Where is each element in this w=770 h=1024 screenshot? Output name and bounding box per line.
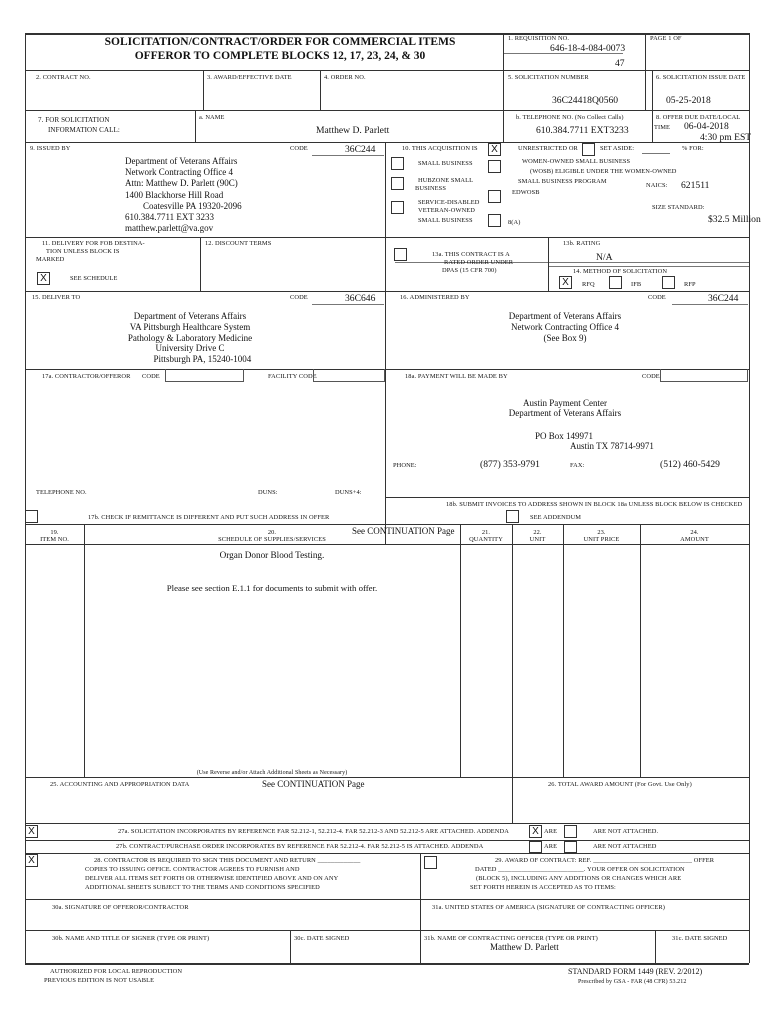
col-item-num: 19.: [50, 529, 59, 536]
size-standard[interactable]: $32.5 Million: [708, 214, 761, 225]
item-title: Organ Donor Blood Testing.: [219, 550, 325, 560]
block29-line3: (BLOCK 5), INCLUDING ANY ADDITIONS OR CHANGES WHICH ARE: [476, 875, 682, 882]
col-amount-num: 24.: [690, 529, 699, 536]
due-date-label: 8. OFFER DUE DATE/LOCAL: [656, 114, 741, 121]
see-schedule-label: SEE SCHEDULE: [70, 275, 118, 282]
col-schedule-label: SCHEDULE OF SUPPLIES/SERVICES: [218, 536, 326, 543]
ifb-checkbox[interactable]: [609, 276, 622, 289]
remittance-label: 17b. CHECK IF REMITTANCE IS DIFFERENT AND PUT SUCH ADDRESS IN OFFER: [88, 514, 330, 521]
award-date-label: 3. AWARD/EFFECTIVE DATE: [207, 74, 292, 81]
edwosb-label: EDWOSB: [512, 189, 540, 196]
issue-date-label: 6. SOLICITATION ISSUE DATE: [656, 74, 746, 81]
sdvosb-label-3: SMALL BUSINESS: [418, 217, 473, 224]
offeror-signature-label: 30a. SIGNATURE OF OFFEROR/CONTRACTOR: [52, 904, 189, 911]
block29-line4: SET FORTH HEREIN IS ACCEPTED AS TO ITEMS:: [470, 884, 616, 891]
payment-address-3: PO Box 149971: [535, 431, 594, 441]
addenda-are-not-label: ARE NOT ATTACHED.: [593, 828, 659, 835]
offeror-date-label: 30c. DATE SIGNED: [294, 935, 350, 942]
offeror-signature-field[interactable]: [26, 912, 419, 928]
rated-order-label-2: RATED ORDER UNDER: [444, 259, 514, 266]
col-schedule-num: 20.: [267, 529, 277, 536]
solicitation-number[interactable]: 36C24418Q0560: [552, 95, 619, 106]
due-time[interactable]: 4:30 pm EST: [700, 132, 752, 143]
telephone-number[interactable]: 610.384.7711 EXT3233: [536, 125, 629, 136]
due-date[interactable]: 06-04-2018: [684, 121, 729, 132]
col-amount-label: AMOUNT: [680, 536, 709, 543]
percent-for-label: % FOR:: [682, 145, 704, 152]
duns4-label: DUNS+4:: [335, 489, 362, 496]
rated-order-checkbox[interactable]: [394, 248, 407, 261]
discount-terms-label: 12. DISCOUNT TERMS: [205, 240, 272, 247]
payment-by-label: 18a. PAYMENT WILL BE MADE BY: [405, 373, 508, 380]
payment-code-label: CODE: [642, 373, 660, 380]
officer-signature-label: 31a. UNITED STATES OF AMERICA (SIGNATURE OF CONTRACTING OFFICER): [432, 904, 665, 911]
submit-invoices-label: 18b. SUBMIT INVOICES TO ADDRESS SHOWN IN BLOCK 18a UNLESS BLOCK BELOW IS CHECKED: [446, 501, 743, 508]
col-unit-label: UNIT: [529, 536, 546, 543]
wosb-label-1: WOMEN-OWNED SMALL BUSINESS: [522, 158, 631, 165]
issued-by-label: 9. ISSUED BY: [30, 145, 71, 152]
payment-address-4: Austin TX 78714-9971: [570, 441, 654, 451]
issued-by-code-label: CODE: [290, 145, 308, 152]
payment-address-1: Austin Payment Center: [523, 398, 607, 408]
name-label: a. NAME: [199, 114, 225, 121]
contractor-code-label: CODE: [142, 373, 160, 380]
payment-phone-label: PHONE:: [393, 462, 417, 469]
total-award-label: 26. TOTAL AWARD AMOUNT (For Govt. Use Only): [548, 781, 692, 788]
rfq-label: RFQ: [582, 281, 595, 288]
block29-line1: 29. AWARD OF CONTRACT: REF. ______________________________ OFFER: [495, 857, 715, 864]
sdvosb-label-1: SERVICE-DISABLED: [418, 199, 480, 206]
deliver-to-label: 15. DELIVER TO: [32, 294, 81, 301]
contractor-telephone-label: TELEPHONE NO.: [36, 489, 87, 496]
rfp-label: RFP: [684, 281, 696, 288]
wosb-label-2: (WOSB) ELIGIBLE UNDER THE WOMEN-OWNED: [530, 168, 677, 175]
small-business-label: SMALL BUSINESS: [418, 160, 473, 167]
reverse-note: (Use Reverse and/or Attach Additional Sheets as Necessary): [196, 770, 348, 776]
time-label: TIME: [654, 124, 671, 131]
block28-checkbox[interactable]: X: [25, 854, 38, 867]
addendum-checkbox[interactable]: [506, 510, 519, 523]
edwosb-checkbox[interactable]: [488, 190, 501, 203]
set-aside-label: SET ASIDE:: [600, 145, 635, 152]
block28-line3: DELIVER ALL ITEMS SET FORTH OR OTHERWISE IDENTIFIED ABOVE AND ON ANY: [85, 875, 339, 882]
footer-form-number: STANDARD FORM 1449 (REV. 2/2012): [568, 967, 703, 976]
block27a-text: 27a. SOLICITATION INCORPORATES BY REFERENCE FAR 52.212-1, 52.212-4. FAR 52.212-3 AND 52.212-5 ARE ATTACHED. ADDENDA: [118, 828, 509, 835]
payment-fax-label: FAX:: [570, 462, 585, 469]
addenda-are-not-checkbox[interactable]: [564, 825, 577, 838]
deliver-to-code-label: CODE: [290, 294, 308, 301]
info-call-label-1: 7. FOR SOLICITATION: [38, 116, 110, 124]
officer-name-label: 31b. NAME OF CONTRACTING OFFICER (TYPE OR PRINT): [424, 935, 598, 942]
contractor-label: 17a. CONTRACTOR/OFFEROR: [42, 373, 131, 380]
rfq-checkbox[interactable]: X: [559, 276, 572, 289]
block27b-are-not-checkbox[interactable]: [564, 841, 577, 853]
deliver-to-address: Department of Veterans Affairs VA Pittsburgh Healthcare System Pathology & Laboratory Medicine University Drive C Pittsburgh PA, 15240-1004: [127, 311, 253, 365]
rated-order-label-1: 13a. THIS CONTRACT IS A: [432, 251, 510, 258]
addenda-are-label: ARE: [544, 828, 558, 835]
payment-address-2: Department of Veterans Affairs: [508, 408, 622, 418]
payment-phone[interactable]: (877) 353-9791: [480, 459, 540, 470]
small-business-checkbox[interactable]: [391, 157, 404, 170]
rating-value[interactable]: N/A: [596, 252, 613, 263]
administered-by-label: 16. ADMINISTERED BY: [400, 294, 470, 301]
page-total: 47: [615, 58, 625, 69]
hubzone-checkbox[interactable]: [391, 177, 404, 190]
eight-a-checkbox[interactable]: [488, 214, 501, 227]
col-unit-num: 22.: [533, 529, 542, 536]
rating-label: 13b. RATING: [563, 240, 601, 247]
issued-by-code[interactable]: 36C244: [345, 144, 376, 155]
block29-line2: DATED __________________________. YOUR OFFER ON SOLICITATION: [475, 866, 685, 873]
officer-date-label: 31c. DATE SIGNED: [672, 935, 728, 942]
payment-code-field[interactable]: [660, 369, 748, 382]
block29-checkbox[interactable]: [424, 856, 437, 869]
col-quantity-label: QUANTITY: [469, 536, 503, 543]
form-title-line1: SOLICITATION/CONTRACT/ORDER FOR COMMERCIAL ITEMS: [104, 36, 456, 48]
facility-code-label: FACILITY CODE: [268, 373, 317, 380]
hubzone-label-2: BUSINESS: [415, 185, 446, 192]
acquisition-label: 10. THIS ACQUISITION IS: [402, 145, 478, 152]
footer-previous-edition: PREVIOUS EDITION IS NOT USABLE: [44, 977, 155, 984]
block28-line1: 28. CONTRACTOR IS REQUIRED TO SIGN THIS DOCUMENT AND RETURN _____________: [94, 857, 361, 864]
wosb-checkbox[interactable]: [488, 160, 501, 173]
schedule-continuation: See CONTINUATION Page: [352, 526, 455, 536]
block27b-text: 27b. CONTRACT/PURCHASE ORDER INCORPORATES BY REFERENCE FAR 52.212-4. FAR 52.212-5 IS ATTACHED. ADDENDA: [116, 843, 484, 850]
info-call-label-2: INFORMATION CALL:: [48, 126, 120, 134]
contract-no-label: 2. CONTRACT NO.: [36, 74, 91, 81]
requisition-number[interactable]: 646-18-4-084-0073: [550, 43, 626, 54]
deliver-to-code[interactable]: 36C646: [345, 293, 376, 304]
signer-name-label: 30b. NAME AND TITLE OF SIGNER (TYPE OR PRINT): [52, 935, 210, 942]
officer-name: Matthew D. Parlett: [490, 942, 559, 952]
block28-line2: COPIES TO ISSUING OFFICE. CONTRACTOR AGREES TO FURNISH AND: [85, 866, 300, 873]
delivery-label-1: 11. DELIVERY FOR FOB DESTINA-: [42, 240, 145, 247]
block28-line4: ADDITIONAL SHEETS SUBJECT TO THE TERMS AND CONDITIONS SPECIFIED: [85, 884, 320, 891]
issue-date[interactable]: 05-25-2018: [666, 95, 711, 106]
telephone-label: b. TELEPHONE NO. (No Collect Calls): [516, 114, 624, 121]
duns-label: DUNS:: [258, 489, 278, 496]
rated-order-label-3: DPAS (15 CFR 700): [442, 267, 497, 274]
unrestricted-label: UNRESTRICTED OR: [518, 145, 578, 152]
ifb-label: IFB: [631, 281, 642, 288]
method-label: 14. METHOD OF SOLICITATION: [573, 268, 668, 275]
see-schedule-checkbox[interactable]: X: [37, 272, 50, 285]
see-addendum-label: SEE ADDENDUM: [530, 514, 582, 521]
form-title-line2: OFFEROR TO COMPLETE BLOCKS 12, 17, 23, 24, & 30: [134, 50, 426, 62]
block27b-are-checkbox[interactable]: [529, 841, 542, 853]
col-quantity-num: 21.: [481, 529, 491, 536]
administered-by-address: Department of Veterans Affairs Network Contracting Office 4 (See Box 9): [508, 311, 622, 343]
delivery-label-2: TION UNLESS BLOCK IS: [46, 248, 120, 255]
contact-name[interactable]: Matthew D. Parlett: [316, 125, 390, 136]
administered-by-code-label: CODE: [648, 294, 666, 301]
payment-fax[interactable]: (512) 460-5429: [660, 459, 720, 470]
delivery-label-3: MARKED: [36, 256, 65, 263]
naics-code[interactable]: 621511: [681, 180, 710, 191]
sdvosb-checkbox[interactable]: [391, 201, 404, 214]
wosb-label-3: SMALL BUSINESS PROGRAM: [518, 178, 607, 185]
col-unit-price-label: UNIT PRICE: [583, 536, 620, 543]
set-aside-checkbox[interactable]: [582, 143, 595, 156]
size-standard-label: SIZE STANDARD:: [652, 204, 705, 211]
issued-by-address: Department of Veterans Affairs Network Contracting Office 4 Attn: Matthew D. Parlett (90C) 1400 Blackhorse Hill Road Coatesville PA 19320-2096 610.384.7711 EXT 3233 matthew.parlett@va.gov: [125, 156, 242, 234]
hubzone-label-1: HUBZONE SMALL: [418, 177, 474, 184]
facility-code-field[interactable]: [313, 369, 385, 382]
accounting-label: 25. ACCOUNTING AND APPROPRIATION DATA: [50, 781, 190, 788]
order-no-label: 4. ORDER NO.: [324, 74, 366, 81]
contractor-code-field[interactable]: [165, 369, 244, 382]
page-label: PAGE 1 OF: [650, 35, 682, 42]
naics-label: NAICS:: [646, 182, 668, 189]
block27b-are-not-label: ARE NOT ATTACHED: [593, 843, 657, 850]
col-unit-price-num: 23.: [597, 529, 606, 536]
footer-prescribed-by: Prescribed by GSA - FAR (48 CFR) 53.212: [578, 979, 687, 985]
item-note: Please see section E.1.1 for documents to submit with offer.: [166, 583, 378, 593]
accounting-value: See CONTINUATION Page: [262, 779, 365, 789]
col-item-label: ITEM NO.: [40, 536, 69, 543]
footer-authorized: AUTHORIZED FOR LOCAL REPRODUCTION: [50, 968, 183, 975]
requisition-label: 1. REQUISITION NO.: [508, 35, 570, 42]
sdvosb-label-2: VETERAN-OWNED: [418, 207, 476, 214]
addenda-are-checkbox[interactable]: X: [529, 825, 542, 838]
administered-by-code[interactable]: 36C244: [708, 293, 739, 304]
rfp-checkbox[interactable]: [662, 276, 675, 289]
eight-a-label: 8(A): [508, 219, 521, 226]
block27b-are-label: ARE: [544, 843, 558, 850]
remittance-checkbox[interactable]: [25, 510, 38, 523]
officer-signature-field[interactable]: [421, 912, 748, 928]
unrestricted-checkbox[interactable]: X: [488, 143, 501, 156]
solicitation-number-label: 5. SOLICITATION NUMBER: [508, 74, 589, 81]
block27a-checkbox[interactable]: X: [25, 825, 38, 838]
